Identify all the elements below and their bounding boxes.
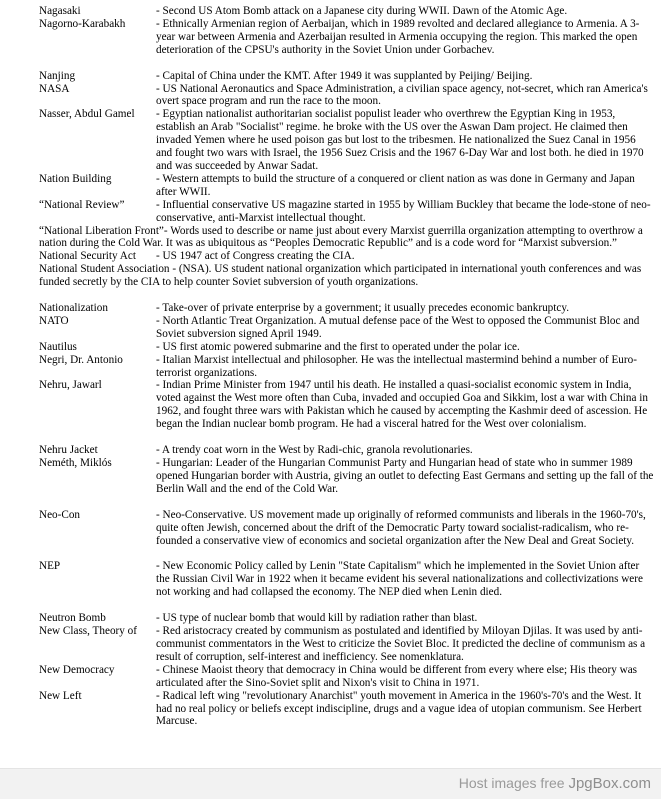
entry-definition: - US National Aeronautics and Space Administration, a civilian space agency, not-secret, which ran America's overt space program and run the race to the moon. bbox=[156, 82, 648, 108]
glossary-entry bbox=[39, 199, 654, 225]
glossary-entry bbox=[39, 302, 654, 315]
entry-definition: - Hungarian: Leader of the Hungarian Communist Party and Hungarian head of state who in summer 1989 opened Hungarian border with Austria, giving an outlet to defecting East Germans and setting up the fall of the Berlin Wall and the end of the Cold War. bbox=[156, 457, 654, 495]
entry-term: Neméth, Miklós bbox=[39, 457, 112, 469]
entry-term: “National Liberation Front” bbox=[39, 224, 164, 237]
glossary-entry bbox=[39, 354, 654, 380]
glossary-entry bbox=[39, 341, 654, 354]
entry-term: New Democracy bbox=[39, 663, 115, 676]
glossary-entry bbox=[39, 18, 654, 57]
entry-term: Neutron Bomb bbox=[39, 612, 106, 625]
host-watermark[interactable] bbox=[459, 775, 651, 792]
entry-definition: - US type of nuclear bomb that would kill by radiation rather than blast. bbox=[156, 612, 478, 625]
entry-term: Nehru, Jawarl bbox=[39, 379, 102, 392]
entry-term: Negri, Dr. Antonio bbox=[39, 353, 123, 366]
entry-definition: - Red aristocracy created by communism as postulated and identified by Miloyan Djilas. It was used by anti-communist commentators in the West to criticize the Soviet Bloc. It predicted the decline of communism as a result of corruption, self-interest and inefficiency. See nomenklatura. bbox=[156, 625, 646, 663]
entry-definition: - Egyptian nationalist authoritarian socialist populist leader who overthrew the Egyptian King in 1953, establish an Arab "Socialist" regime. he broke with the US over the Aswan Dam project. He claimed then invaded Yemen where he used poison gas but lost to the tribesmen. He nationalized the Suez Canal in 1956 and fought two wars with Israel, the 1956 Suez Crisis and the 1967 6-Day War and lost both. he died in 1970 and was succeeded by Anwar Sadat. bbox=[156, 108, 644, 172]
glossary-entry bbox=[39, 83, 654, 109]
glossary-entry bbox=[39, 690, 654, 729]
entry-definition: - Words used to describe or name just about every Marxist guerrilla organization attempting to overthrow a nation during the Cold War. It was as ubiquitous as “Peoples Democratic Republic” and is a code word for “Marxist subversion.” bbox=[39, 224, 643, 250]
glossary-entry bbox=[39, 509, 654, 548]
glossary-entry bbox=[39, 108, 654, 173]
glossary-entry bbox=[39, 625, 654, 664]
entry-definition: - New Economic Policy called by Lenin "State Capitalism" which he implemented in the Soviet Union after the Russian Civil War in 1922 when it became evident his several nationalizations and collectivizations were not working and had collapsed the economy. The NEP died when Lenin died. bbox=[156, 560, 643, 599]
entry-term: New Left bbox=[39, 689, 82, 702]
footer-prefix: Host images free bbox=[458, 775, 565, 791]
entry-definition: - Radical left wing "revolutionary Anarchist" youth movement in America in the 1960's-70's and the West. It had no real policy or beliefs except indiscipline, drugs and a vague idea of utopian communism. See Herbert Marcuse. bbox=[156, 689, 642, 728]
glossary-entry bbox=[39, 70, 654, 83]
glossary-entry bbox=[39, 263, 654, 289]
entry-definition: - Western attempts to build the structure of a conquered or client nation as was done in Germany and Japan after WWII. bbox=[156, 172, 635, 198]
entry-term: “National Review” bbox=[39, 198, 125, 211]
glossary-entry bbox=[39, 444, 654, 457]
entry-definition: - US first atomic powered submarine and the first to operated under the polar ice. bbox=[156, 340, 520, 353]
entry-term: Neo-Con bbox=[39, 508, 81, 521]
entry-term: NASA bbox=[39, 82, 70, 95]
glossary-entry bbox=[39, 250, 654, 263]
glossary-entry bbox=[39, 664, 654, 690]
entry-definition: - Second US Atom Bomb attack on a Japanese city during WWII. Dawn of the Atomic Age. bbox=[156, 5, 568, 17]
entry-term: Nehru Jacket bbox=[39, 444, 98, 457]
glossary-entry bbox=[39, 457, 654, 496]
entry-definition: - Neo-Conservative. US movement made up originally of reformed communists and liberals in the 1960-70's, quite often Jewish, concerned about the drift of the Democratic Party toward socialist-radicalism, who re-founded a conservative view of economics and societal organization after the New Deal and Great Society. bbox=[156, 508, 646, 547]
glossary-list bbox=[39, 5, 654, 728]
entry-term: Nation Building bbox=[39, 172, 112, 185]
entry-term: Nanjing bbox=[39, 69, 76, 82]
entry-term: Nasser, Abdul Gamel bbox=[39, 108, 135, 121]
glossary-entry bbox=[39, 560, 654, 599]
entry-term: New Class, Theory of bbox=[39, 625, 137, 638]
entry-definition: - A trendy coat worn in the West by Radi-chic, granola revolutionaries. bbox=[156, 444, 473, 457]
image-host-footer bbox=[0, 768, 661, 799]
entry-term: National Student Association bbox=[39, 263, 170, 276]
entry-term: Nagorno-Karabakh bbox=[39, 17, 126, 30]
glossary-entry bbox=[39, 5, 654, 18]
entry-definition: - Chinese Maoist theory that democracy in China would be different from every where else; His theory was articulated after the Sino-Soviet split and Nixon's visit to China in 1971. bbox=[156, 663, 638, 689]
entry-definition: - Capital of China under the KMT. After 1949 it was supplanted by Peijing/ Beijing. bbox=[156, 69, 533, 82]
entry-definition: - Influential conservative US magazine started in 1955 by William Buckley that became the lode-stone of neo-conservative, anti-Marxist intellectual thought. bbox=[156, 198, 651, 224]
glossary-entry bbox=[39, 612, 654, 625]
glossary-entry bbox=[39, 379, 654, 431]
entry-term: NEP bbox=[39, 560, 61, 573]
glossary-entry bbox=[39, 315, 654, 341]
glossary-entry bbox=[39, 173, 654, 199]
entry-definition: - Indian Prime Minister from 1947 until his death. He installed a quasi-socialist economic system in India, voted against the West more often than Cuba, invaded and occupied Goa and Sikkim, lost a war with China in 1962, and fought three wars with Pakistan which he caused by accempting the Kashmir deed of ascession. He began the Indian nuclear bomb program. He had a visceral hatred for the West over colonialism. bbox=[156, 379, 648, 431]
entry-definition: - US 1947 act of Congress creating the CIA. bbox=[156, 250, 355, 263]
entry-term: National Security Act bbox=[39, 250, 136, 263]
entry-definition: - Take-over of private enterprise by a government; it usually precedes economic bankruptcy. bbox=[156, 302, 569, 315]
entry-term: Nautilus bbox=[39, 340, 77, 353]
footer-brand: JpgBox.com bbox=[568, 775, 651, 792]
entry-definition: - North Atlantic Treat Organization. A mutual defense pace of the West to opposed the Communist Bloc and Soviet subversion signed April 1949. bbox=[156, 314, 640, 340]
glossary-entry bbox=[39, 225, 654, 251]
entry-term: Nationalization bbox=[39, 302, 108, 315]
entry-definition: - Ethnically Armenian region of Aerbaijan, which in 1989 revolted and declared allegiance to Armenia. A 3-year war between Armenia and Azerbaijan resulted in Armenia occupying the region. This marked the open deterioration of the CPSU's authority in the Soviet Union under Gorbachev. bbox=[156, 17, 640, 56]
entry-definition: - Italian Marxist intellectual and philosopher. He was the intellectual mastermind behind a number of Euro-terrorist organizations. bbox=[156, 353, 637, 379]
entry-definition: - (NSA). US student national organization which participated in international youth conferences and was funded secretly by the CIA to help counter Soviet subversion of youth organizations. bbox=[39, 263, 642, 289]
entry-term: Nagasaki bbox=[39, 5, 81, 17]
entry-term: NATO bbox=[39, 314, 69, 327]
